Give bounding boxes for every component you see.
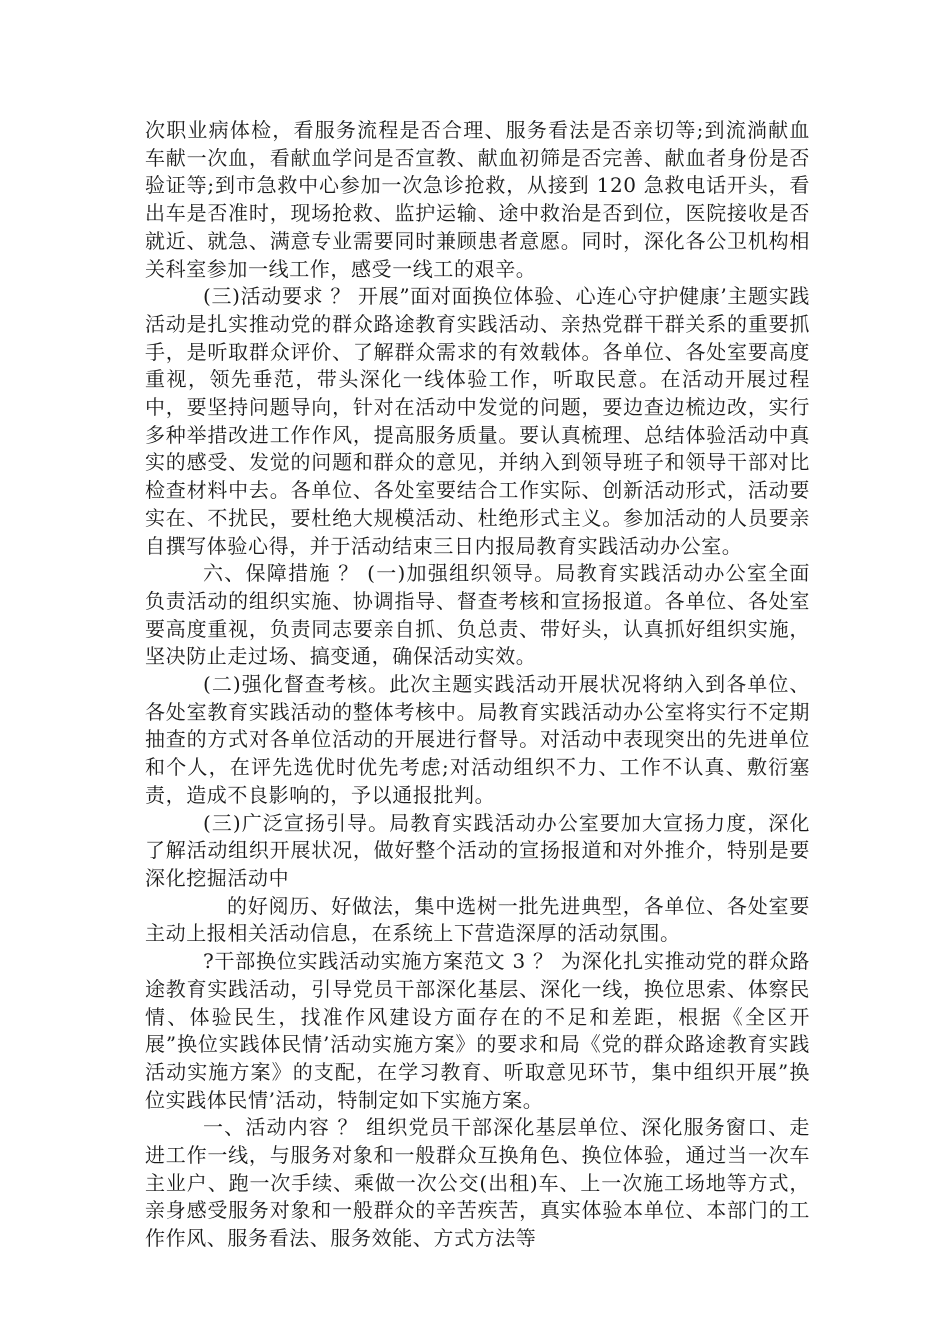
- document-page: [145, 117, 810, 1253]
- paragraph-activity-requirements: (三)活动要求 ？ 开展”面对面换位体验、心连心守护健康’主题实践活动是扎实推动党的群众路途教育实践活动、亲热党群干群关系的重要抓手，是听取群众评价、了解群众需求的有效载体。各单位、各处室要高度重视，领先垂范，带头深化一线体验工作，听取民意。在活动开展过程中，要坚持问题导向，针对在活动中发觉的问题，要边查边梳边改，实行多种举措改进工作作风，提高服务质量。要认真梳理、总结体验活动中真实的感受、发觉的问题和群众的意见，并纳入到领导班子和领导干部对比检查材料中去。各单位、各处室要结合工作实际、创新活动形式，活动要实在、不扰民，要杜绝大规模活动、杜绝形式主义。参加活动的人员要亲自撰写体验心得，并于活动结束三日内报局教育实践活动办公室。: [145, 284, 810, 558]
- paragraph-publicity-guidance: (三)广泛宣扬引导。局教育实践活动办公室要加大宣扬力度，深化了解活动组织开展状况，做好整个活动的宣扬报道和对外推介，特别是要深化挖掘活动中: [145, 810, 810, 890]
- paragraph-occupational-checkup: 次职业病体检，看服务流程是否合理、服务看法是否亲切等;到流淌献血车献一次血，看献血学问是否宣教、献血初筛是否完善、献血者身份是否验证等;到市急救中心参加一次急诊抢救，从接到 120 急救电话开头，看出车是否准时，现场抢救、监护运输、途中救治是否到位，医院接收是否就近、就急、满意专业需要同时兼顾患者意愿。同时，深化各公卫机构相关科室参加一线工作，感受一线工的艰辛。: [145, 118, 810, 281]
- paragraph-safeguard-measures: 六、保障措施 ？ (一)加强组织领导。局教育实践活动办公室全面负责活动的组织实施、协调指导、督查考核和宣扬报道。各单位、各处室要高度重视，负责同志要亲自抓、负总责、带好头，认真抓好组织实施，坚决防止走过场、搞变通，确保活动实效。: [145, 561, 810, 669]
- paragraph-publicity-continued: 的好阅历、好做法，集中选树一批先进典型，各单位、各处室要主动上报相关活动信息，在系统上下营造深厚的活动氛围。: [145, 893, 810, 946]
- paragraph-supervision-assessment: (二)强化督查考核。此次主题实践活动开展状况将纳入到各单位、各处室教育实践活动的整体考核中。局教育实践活动办公室将实行不定期抽查的方式对各单位活动的开展进行督导。对活动中表现突出的先进单位和个人，在评先选优时优先考虑;对活动组织不力、工作不认真、敷衍塞责，造成不良影响的，予以通报批判。: [145, 672, 810, 807]
- paragraph-implementation-plan-3: ?干部换位实践活动实施方案范文 3 ？ 为深化扎实推动党的群众路途教育实践活动，引导党员干部深化基层、深化一线，换位思索、体察民情、体验民生，找准作风建设方面存在的不足和差距，根据《全区开展”换位实践体民情’活动实施方案》的要求和局《党的群众路途教育实践活动实施方案》的支配，在学习教育、听取意见环节，集中组织开展”换位实践体民情’活动，特制定如下实施方案。: [145, 949, 810, 1112]
- paragraph-activity-content: 一、活动内容 ？ 组织党员干部深化基层单位、深化服务窗口、走进工作一线，与服务对象和一般群众互换角色、换位体验，通过当一次车主业户、跑一次手续、乘做一次公交(出租)车、上一次施工场地等方式，亲身感受服务对象和一般群众的辛苦疾苦，真实体验本单位、本部门的工作作风、服务看法、服务效能、方式方法等: [145, 1115, 810, 1251]
